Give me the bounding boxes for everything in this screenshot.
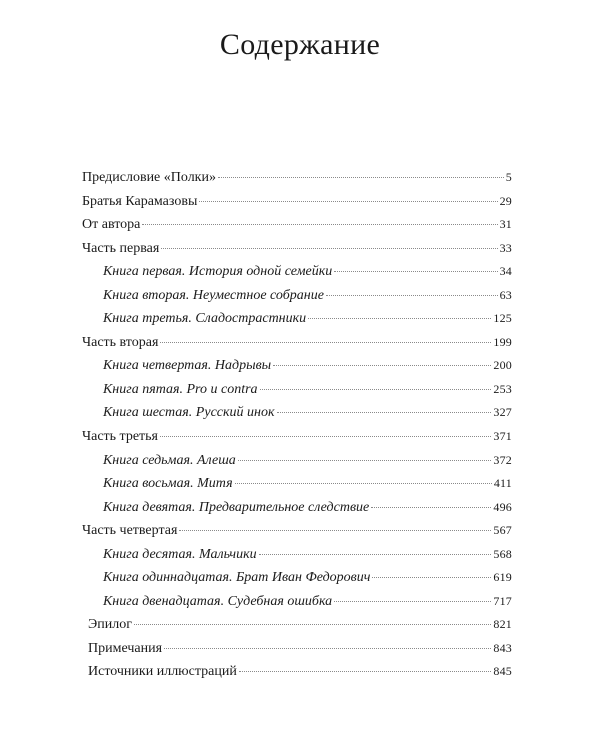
toc-entry-label: Книга двенадцатая. Судебная ошибка (103, 593, 333, 609)
dot-leader (164, 648, 491, 649)
toc-entry-label: Эпилог (88, 617, 132, 633)
dot-leader (179, 530, 491, 531)
toc-entry-label: Предисловие «Полки» (82, 170, 216, 185)
toc-entry[interactable] (82, 637, 512, 661)
dot-leader (371, 507, 491, 508)
toc-entry-label: Книга десятая. Мальчики (103, 546, 257, 562)
toc-subentry[interactable] (82, 472, 512, 496)
toc-entry-page-number: 125 (493, 311, 512, 326)
toc-entry-label: Книга третья. Сладострастники (103, 311, 307, 327)
toc-entry-page-number: 200 (493, 358, 512, 373)
toc-entry-page-number: 33 (499, 240, 512, 255)
toc-entry-label: Братья Карамазовы (82, 193, 198, 209)
dot-leader (334, 271, 497, 272)
toc-entry-page-number: 34 (499, 264, 512, 279)
dot-leader (239, 671, 492, 672)
toc-entry-label: От автора (82, 217, 141, 233)
toc-entry[interactable] (82, 331, 512, 355)
toc-entry-page-number: 253 (493, 381, 512, 396)
page-title: Содержание (219, 28, 381, 61)
toc-entry-page-number: 31 (499, 217, 512, 232)
toc-subentry[interactable] (82, 401, 512, 425)
dot-leader (199, 201, 497, 202)
toc-entry[interactable] (82, 190, 512, 214)
dot-leader (308, 318, 491, 319)
toc-subentry[interactable] (82, 307, 512, 331)
dot-leader (372, 577, 491, 578)
toc-entry-label: Часть вторая (82, 334, 159, 350)
toc-entry-page-number: 63 (499, 287, 512, 302)
toc-entry[interactable] (82, 166, 512, 190)
dot-leader (160, 342, 491, 343)
toc-subentry[interactable] (82, 284, 512, 308)
toc-entry-page-number: 411 (493, 476, 512, 491)
toc-subentry[interactable] (82, 566, 512, 590)
toc-entry-label: Часть четвертая (82, 523, 178, 539)
toc-entry-label: Примечания (88, 640, 163, 656)
dot-leader (142, 224, 497, 225)
toc-entry-page-number: 371 (493, 429, 512, 444)
toc-subentry[interactable] (82, 496, 512, 520)
toc-entry-label: Книга одиннадцатая. Брат Иван Федорович (103, 570, 371, 586)
toc-entry-label: Книга пятая. Pro и contra (103, 381, 258, 397)
toc-entry-label: Книга четвертая. Надрывы (103, 358, 272, 374)
dot-leader (260, 389, 492, 390)
toc-subentry[interactable] (82, 260, 512, 284)
dot-leader (259, 554, 492, 555)
toc-entry-page-number: 619 (493, 570, 512, 585)
toc-entry-page-number: 372 (493, 452, 512, 467)
toc-entry-page-number: 29 (499, 193, 512, 208)
dot-leader (218, 177, 504, 178)
dot-leader (238, 460, 492, 461)
toc-entry-label: Книга вторая. Неуместное собрание (103, 287, 324, 303)
toc-entry-label: Книга девятая. Предварительное следствие (103, 499, 370, 515)
toc-entry[interactable] (82, 519, 512, 543)
toc-entry-page-number: 496 (493, 499, 512, 514)
toc-entry-label: Книга седьмая. Алеша (103, 452, 236, 468)
dot-leader (326, 295, 498, 296)
toc-subentry[interactable] (82, 354, 512, 378)
toc-entry[interactable] (82, 613, 512, 637)
toc-subentry[interactable] (82, 449, 512, 473)
toc-entry-page-number: 5 (505, 170, 512, 184)
toc-entry-label: Книга первая. История одной семейки (103, 264, 333, 280)
dot-leader (277, 412, 492, 413)
toc-entry-page-number: 327 (493, 405, 512, 420)
dot-leader (160, 436, 491, 437)
toc-entry-label: Книга восьмая. Митя (103, 476, 233, 492)
table-of-contents (82, 166, 512, 684)
toc-subentry[interactable] (82, 590, 512, 614)
toc-entry-label: Книга шестая. Русский инок (103, 405, 275, 421)
toc-entry[interactable] (82, 660, 512, 684)
toc-entry[interactable] (82, 213, 512, 237)
toc-subentry[interactable] (82, 543, 512, 567)
toc-entry-label: Часть первая (82, 240, 160, 256)
toc-entry[interactable] (82, 237, 512, 261)
dot-leader (273, 365, 491, 366)
toc-entry-label: Часть третья (82, 429, 158, 445)
toc-entry-page-number: 717 (493, 593, 512, 608)
dot-leader (134, 624, 491, 625)
toc-entry-label: Источники иллюстраций (88, 664, 237, 680)
toc-entry-page-number: 843 (493, 640, 512, 655)
dot-leader (334, 601, 491, 602)
toc-entry-page-number: 568 (493, 546, 512, 561)
toc-subentry[interactable] (82, 378, 512, 402)
toc-entry[interactable] (82, 425, 512, 449)
toc-entry-page-number: 199 (493, 334, 512, 349)
dot-leader (235, 483, 492, 484)
toc-entry-page-number: 567 (493, 523, 512, 538)
dot-leader (161, 248, 497, 249)
toc-entry-page-number: 845 (493, 664, 512, 679)
toc-entry-page-number: 821 (493, 617, 512, 632)
